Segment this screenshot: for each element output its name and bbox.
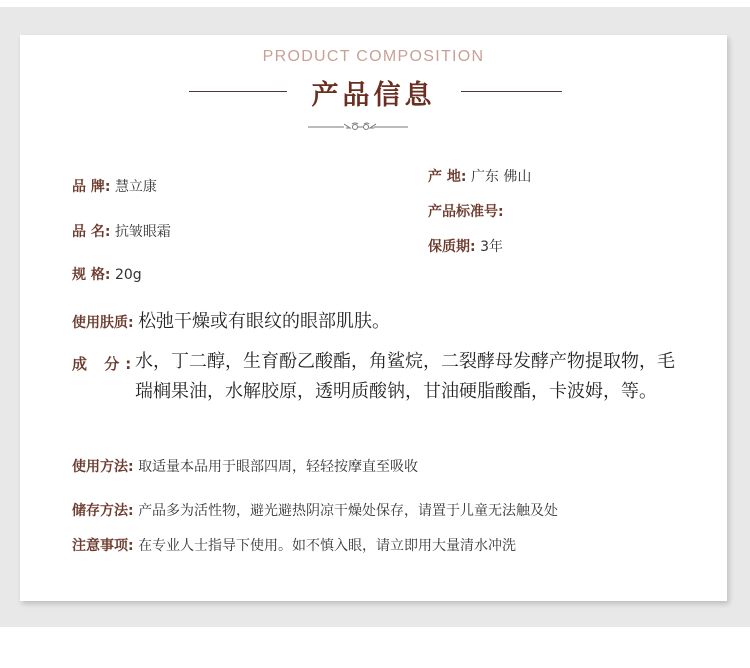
product-info-card (20, 35, 727, 601)
spec-shelf-life-label: 保质期: (428, 239, 476, 255)
spec-shelf-life (428, 236, 503, 256)
title-rule-right (461, 91, 562, 92)
usage-value: 取适量本品用于眼部四周，轻轻按摩直至吸收 (138, 459, 419, 475)
caution-value: 在专业人士指导下使用。如不慎入眼，请立即用大量清水冲洗 (138, 538, 517, 554)
usage (72, 456, 418, 476)
spec-product-name (72, 221, 171, 241)
ingredients-value: 水，丁二醇，生育酚乙酸酯，角鲨烷，二裂酵母发酵产物提取物，毛瑞榈果油，水解胶原，透明质酸钠，甘油硬脂酸酯，卡波姆，等。 (135, 351, 675, 402)
spec-standard-no (428, 201, 504, 221)
section-title: 产品信息 (311, 80, 436, 111)
skin-type (72, 307, 390, 333)
caution-label: 注意事项: (72, 538, 134, 554)
spec-origin (428, 166, 531, 186)
section-subtitle: PRODUCT COMPOSITION (262, 48, 485, 65)
spec-shelf-life-value: 3年 (480, 239, 503, 255)
spec-origin-value: 广东 佛山 (470, 169, 532, 185)
skin-type-value: 松弛干燥或有眼纹的眼部肌肤。 (138, 311, 391, 332)
spec-standard-no-label: 产品标准号: (428, 204, 504, 220)
usage-label: 使用方法: (72, 459, 134, 475)
spec-size-value: 20g (114, 267, 142, 283)
caution (72, 535, 516, 555)
flourish-ornament-icon (308, 117, 408, 137)
spec-origin-label: 产 地: (428, 169, 467, 185)
spec-brand (72, 176, 157, 196)
storage-label: 储存方法: (72, 503, 134, 519)
ingredients-label: 成 分: (72, 355, 138, 373)
storage (72, 500, 558, 520)
storage-value: 产品多为活性物，避光避热阴凉干燥处保存，请置于儿童无法触及处 (138, 503, 559, 519)
spec-brand-label: 品 牌: (72, 179, 111, 195)
skin-type-label: 使用肤质: (72, 315, 134, 331)
spec-size (72, 264, 142, 284)
spec-size-label: 规 格: (72, 267, 111, 283)
spec-product-name-label: 品 名: (72, 224, 111, 240)
spec-product-name-value: 抗皱眼霜 (114, 224, 171, 240)
ingredients (72, 347, 692, 407)
spec-brand-value: 慧立康 (114, 179, 157, 195)
